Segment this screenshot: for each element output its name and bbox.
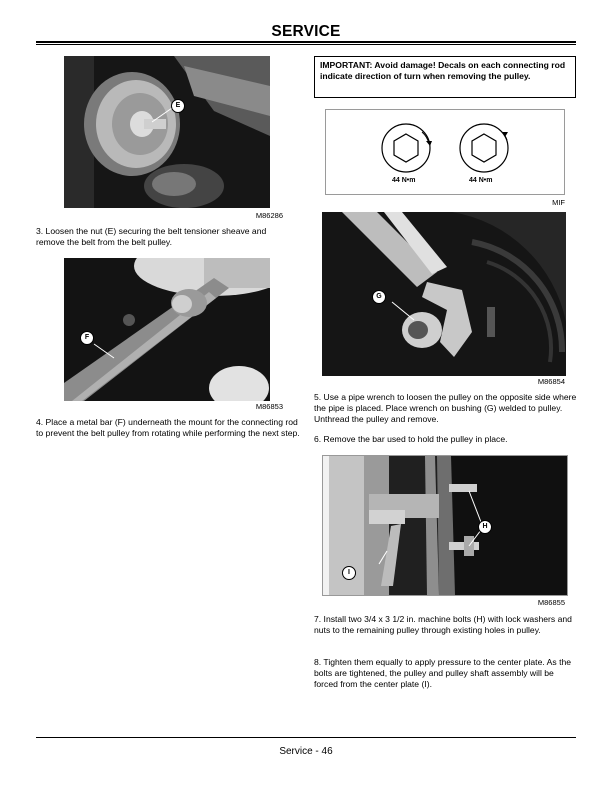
figure-id-m86853: M86853 [255,402,283,411]
photo-belt-pulley [64,56,270,208]
page-title: SERVICE [271,23,341,40]
callout-i: I [342,566,356,580]
callout-h: H [478,520,492,534]
step-5-text: 5. Use a pipe wrench to loosen the pulley on the opposite side where the pipe is placed. Place wrench on bushing (G) welded to pulley. Unthread the pulley and remove. [314,392,577,425]
header-rule-thin [36,44,576,45]
step-4-text: 4. Place a metal bar (F) underneath the mount for the connecting rod to prevent the belt pulley from rotating while performing the next step. [36,417,300,439]
photo-frame-machine-bolts [322,455,568,596]
callout-g: G [372,290,386,304]
footer-rule [36,737,576,738]
decal-direction-diagram [326,110,564,194]
figure-id-m86286: M86286 [255,211,283,220]
important-notice: IMPORTANT: Avoid damage! Decals on each connecting rod indicate direction of turn when removing the pulley. [314,56,576,98]
page-number: Service - 46 [279,746,333,757]
torque-label-right: 44 N•m [469,177,493,184]
step-3-text: 3. Loosen the nut (E) securing the belt tensioner sheave and remove the belt from the belt pulley. [36,226,267,248]
photo-machine-bolts [329,456,567,595]
torque-label-left: 44 N•m [392,177,416,184]
photo-metal-bar [64,258,270,401]
figure-id-m86855: M86855 [537,598,565,607]
callout-e: E [171,99,185,113]
step-8-text: 8. Tighten them equally to apply pressure to the center plate. As the bolts are tightened, the pulley and pulley shaft assembly will be forced from the center plate (I). [314,657,572,690]
step-7-text: 7. Install two 3/4 x 3 1/2 in. machine bolts (H) with lock washers and nuts to the remaining pulley through existing holes in pulley. [314,614,572,636]
step-6-text: 6. Remove the bar used to hold the pulley in place. [314,434,508,444]
figure-id-mif: MIF [552,198,565,207]
figure-id-m86854: M86854 [537,377,565,386]
header-rule [36,41,576,43]
decal-diagram [325,109,565,195]
callout-f: F [80,331,94,345]
photo-pipe-wrench [322,212,566,376]
